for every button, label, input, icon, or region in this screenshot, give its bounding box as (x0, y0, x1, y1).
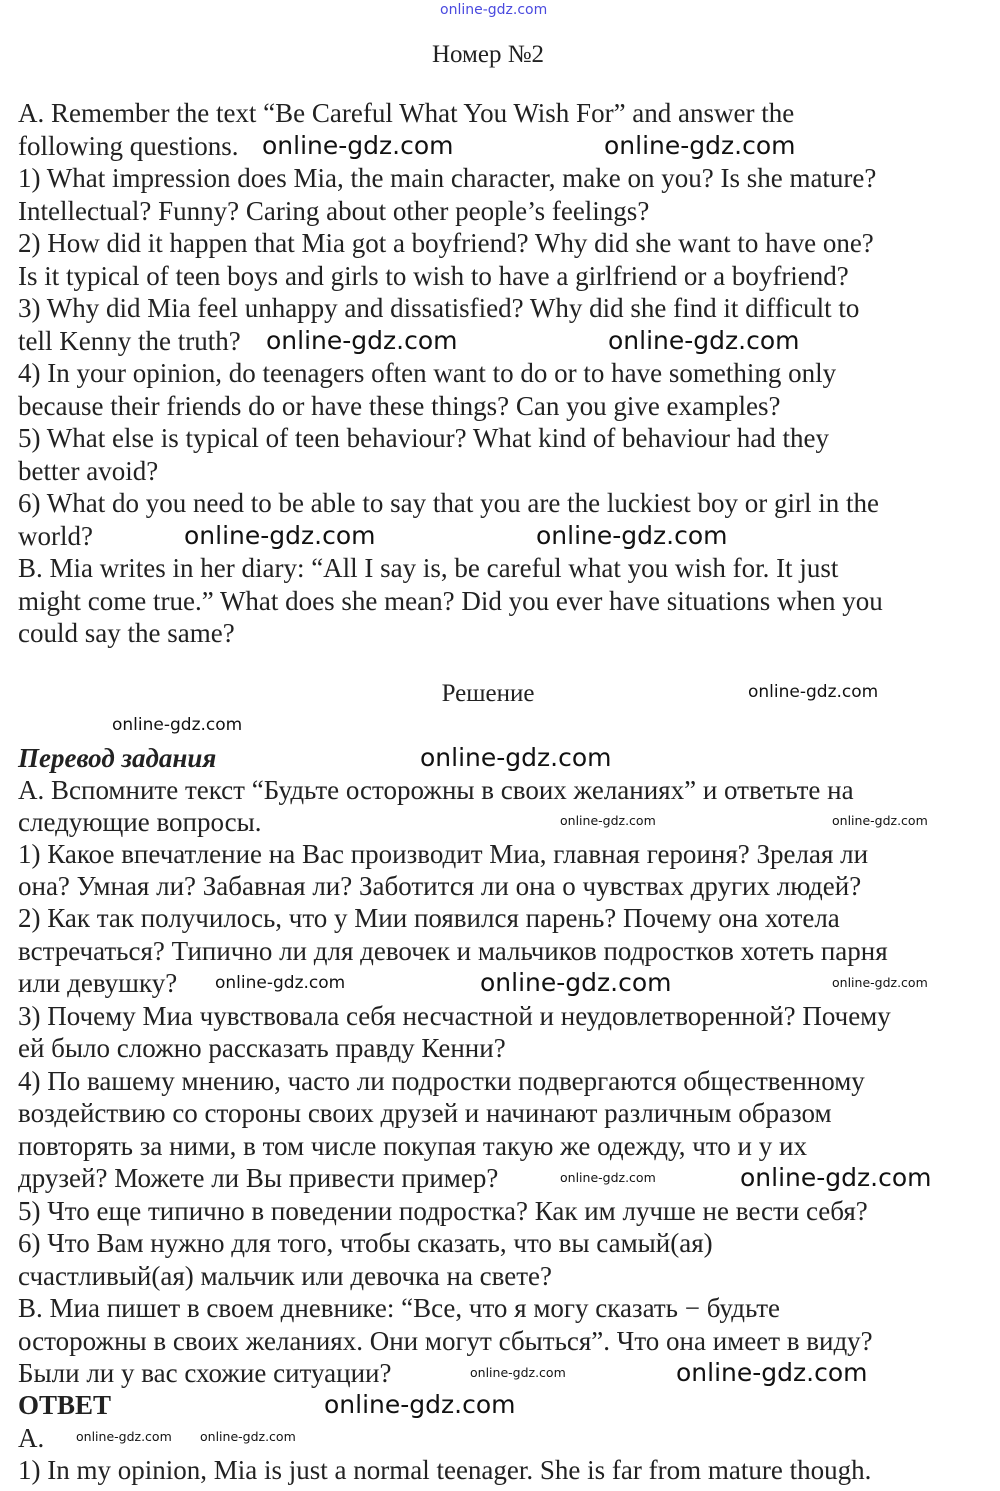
text-line: 1) Какое впечатление на Вас производит Миа, главная героиня? Зрелая ли (18, 839, 869, 869)
text-line: В. Миа пишет в своем дневнике: “Все, что я могу сказать − будьте (18, 1293, 781, 1323)
text-line: повторять за ними, в том числе покупая такую же одежду, что и у их (18, 1131, 807, 1161)
text-line: А. Вспомните текст “Будьте осторожны в своих желаниях” и ответьте на (18, 775, 854, 805)
text-line: 4) In your opinion, do teenagers often want to do or to have something only (18, 358, 837, 388)
text-line: 3) Почему Миа чувствовала себя несчастной и неудовлетворенной? Почему (18, 1001, 891, 1031)
answer-heading: ОТВЕТ (18, 1390, 112, 1420)
text-line: tell Kenny the truth? (18, 326, 241, 356)
text-line: 1) What impression does Mia, the main character, make on you? Is she mature? (18, 163, 877, 193)
watermark: online-gdz.com (76, 1429, 172, 1444)
text-line: following questions. (18, 131, 239, 161)
watermark: online-gdz.com (215, 973, 346, 993)
watermark: online-gdz.com (604, 131, 796, 160)
page-title: Номер №2 (431, 41, 545, 68)
solution-heading: Решение (441, 680, 535, 707)
watermark: online-gdz.com (536, 521, 728, 550)
text-line: could say the same? (18, 618, 235, 648)
text-line: 5) What else is typical of teen behaviour? What kind of behaviour had they (18, 423, 829, 453)
text-line: 5) Что еще типично в поведении подростка? Как им лучше не вести себя? (18, 1196, 868, 1226)
watermark: online-gdz.com (560, 813, 656, 828)
text-line: она? Умная ли? Забавная ли? Заботится ли она о чувствах других людей? (18, 871, 862, 901)
text-line: 2) How did it happen that Mia got a boyfriend? Why did she want to have one? (18, 228, 874, 258)
text-line: друзей? Можете ли Вы привести пример? (18, 1163, 499, 1193)
text-line: world? (18, 521, 93, 551)
text-line: might come true.” What does she mean? Did you ever have situations when you (18, 586, 883, 616)
watermark: online-gdz.com (608, 326, 800, 355)
watermark: online-gdz.com (324, 1390, 516, 1419)
text-line: 3) Why did Mia feel unhappy and dissatisfied? Why did she find it difficult to (18, 293, 860, 323)
text-line: because their friends do or have these things? Can you give examples? (18, 391, 781, 421)
text-line: 1) In my opinion, Mia is just a normal teenager. She is far from mature though. (18, 1455, 872, 1485)
text-line: B. Mia writes in her diary: “All I say is, be careful what you wish for. It just (18, 553, 839, 583)
text-line: 2) Как так получилось, что у Мии появился парень? Почему она хотела (18, 903, 840, 933)
watermark: online-gdz.com (560, 1170, 656, 1185)
watermark: online-gdz.com (480, 968, 672, 997)
watermark: online-gdz.com (832, 813, 928, 828)
watermark: online-gdz.com (184, 521, 376, 550)
text-line: 4) По вашему мнению, часто ли подростки подвергаются общественному (18, 1066, 865, 1096)
watermark: online-gdz.com (748, 682, 879, 702)
text-line: счастливый(ая) мальчик или девочка на свете? (18, 1261, 553, 1291)
watermark: online-gdz.com (266, 326, 458, 355)
watermark: online-gdz.com (262, 131, 454, 160)
text-line: ей было сложно рассказать правду Кенни? (18, 1033, 506, 1063)
watermark: online-gdz.com (832, 975, 928, 990)
text-line: следующие вопросы. (18, 807, 262, 837)
watermark: online-gdz.com (740, 1163, 932, 1192)
text-line: 6) What do you need to be able to say that you are the luckiest boy or girl in the (18, 488, 880, 518)
text-line: или девушку? (18, 968, 178, 998)
watermark: online-gdz.com (112, 715, 243, 735)
site-link[interactable]: online-gdz.com (440, 2, 548, 18)
text-line: Intellectual? Funny? Caring about other people’s feelings? (18, 196, 650, 226)
text-line: воздействию со стороны своих друзей и начинают различным образом (18, 1098, 832, 1128)
text-line: Были ли у вас схожие ситуации? (18, 1358, 392, 1388)
translation-heading: Перевод задания (18, 743, 217, 773)
watermark: online-gdz.com (420, 743, 612, 772)
watermark: online-gdz.com (470, 1365, 566, 1380)
text-line: осторожны в своих желаниях. Они могут сбыться”. Что она имеет в виду? (18, 1326, 873, 1356)
text-line: встречаться? Типично ли для девочек и мальчиков подростков хотеть парня (18, 936, 888, 966)
watermark: online-gdz.com (676, 1358, 868, 1387)
text-line: А. (18, 1423, 45, 1453)
text-line: Is it typical of teen boys and girls to wish to have a girlfriend or a boyfriend? (18, 261, 849, 291)
text-line: A. Remember the text “Be Careful What You Wish For” and answer the (18, 98, 795, 128)
watermark: online-gdz.com (200, 1429, 296, 1444)
text-line: 6) Что Вам нужно для того, чтобы сказать, что вы самый(ая) (18, 1228, 713, 1258)
text-line: better avoid? (18, 456, 159, 486)
